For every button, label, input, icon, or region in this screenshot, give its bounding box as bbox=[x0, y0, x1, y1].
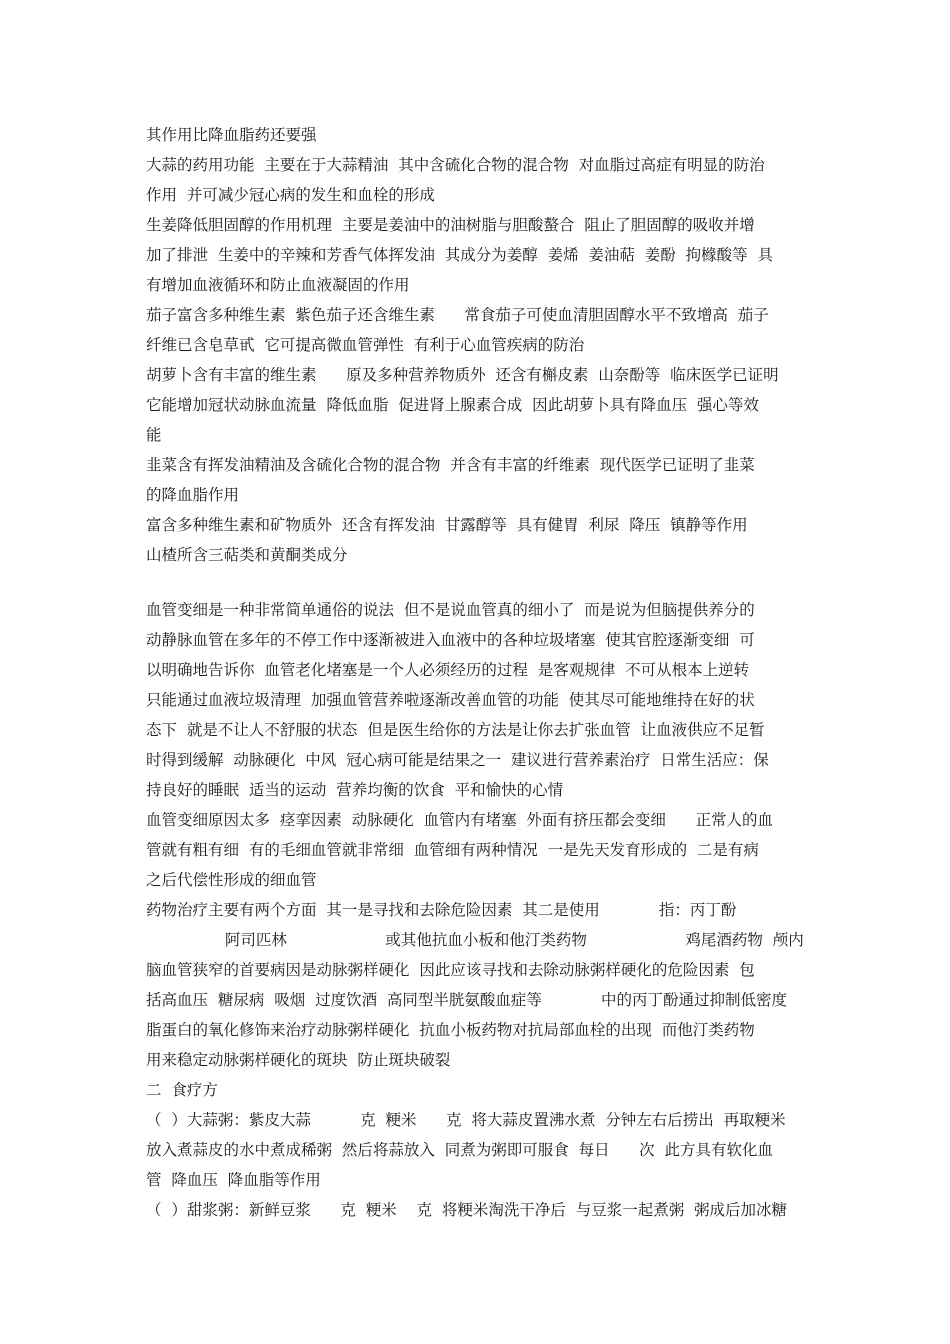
text-line: 胡萝卜含有丰富的维生素 原及多种营养物质外 还含有槲皮素 山奈酚等 临床医学已证明 bbox=[146, 366, 779, 384]
text-line: 富含多种维生素和矿物质外 还含有挥发油 甘露醇等 具有健胃 利尿 降压 镇静等作用 bbox=[146, 516, 748, 534]
text-line: 脂蛋白的氧化修饰来治疗动脉粥样硬化 抗血小板药物对抗局部血栓的出现 而他汀类药物 bbox=[146, 1021, 755, 1039]
text-line: 它能增加冠状动脉血流量 降低血脂 促进肾上腺素合成 因此胡萝卜具有降血压 强心等效 bbox=[146, 396, 759, 414]
text-line: 持良好的睡眠 适当的运动 营养均衡的饮食 平和愉快的心情 bbox=[146, 781, 564, 799]
text-line: （ ）大蒜粥：紫皮大蒜 克 粳米 克 将大蒜皮置沸水煮 分钟左右后捞出 再取粳米 bbox=[146, 1111, 786, 1129]
text-line: 之后代偿性形成的细血管 bbox=[146, 871, 317, 889]
text-line: 态下 就是不让人不舒服的状态 但是医生给你的方法是让你去扩张血管 让血液供应不足暂 bbox=[146, 721, 765, 739]
text-line: 以明确地告诉你 血管老化堵塞是一个人必须经历的过程 是客观规律 不可从根本上逆转 bbox=[146, 661, 750, 679]
text-line: 山楂所含三萜类和黄酮类成分 bbox=[146, 546, 348, 564]
text-line: 加了排泄 生姜中的辛辣和芳香气体挥发油 其成分为姜醇 姜烯 姜油萜 姜酚 拘橼酸等 具 bbox=[146, 246, 773, 264]
text-line: 有增加血液循环和防止血液凝固的作用 bbox=[146, 276, 410, 294]
text-line: 阿司匹林 或其他抗血小板和他汀类药物 鸡尾酒药物 颅内 bbox=[146, 931, 804, 949]
text-line: 二 食疗方 bbox=[146, 1081, 218, 1099]
text-line: 茄子富含多种维生素 紫色茄子还含维生素 常食茄子可使血清胆固醇水平不致增高 茄子 bbox=[146, 306, 769, 324]
text-line: 药物治疗主要有两个方面 其一是寻找和去除危险因素 其二是使用 指：丙丁酚 bbox=[146, 901, 737, 919]
text-line: 脑血管狭窄的首要病因是动脉粥样硬化 因此应该寻找和去除动脉粥样硬化的危险因素 包 bbox=[146, 961, 755, 979]
text-line: 生姜降低胆固醇的作用机理 主要是姜油中的油树脂与胆酸螯合 阻止了胆固醇的吸收并增 bbox=[146, 216, 755, 234]
text-line: 的降血脂作用 bbox=[146, 486, 240, 504]
text-line: 其作用比降血脂药还要强 bbox=[146, 126, 317, 144]
text-line: 管 降血压 降血脂等作用 bbox=[146, 1171, 321, 1189]
text-line: 只能通过血液垃圾清理 加强血管营养啦逐渐改善血管的功能 使其尽可能地维持在好的状 bbox=[146, 691, 755, 709]
text-line: （ ）甜浆粥：新鲜豆浆 克 粳米 克 将粳米淘洗干净后 与豆浆一起煮粥 粥成后加冰糖 bbox=[146, 1201, 788, 1219]
text-line: 血管变细原因太多 痉挛因素 动脉硬化 血管内有堵塞 外面有挤压都会变细 正常人的血 bbox=[146, 811, 773, 829]
text-line: 用来稳定动脉粥样硬化的斑块 防止斑块破裂 bbox=[146, 1051, 451, 1069]
text-line: 韭菜含有挥发油精油及含硫化合物的混合物 并含有丰富的纤维素 现代医学已证明了韭菜 bbox=[146, 456, 755, 474]
text-line: 动静脉血管在多年的不停工作中逐渐被进入血液中的各种垃圾堵塞 使其官腔逐渐变细 可 bbox=[146, 631, 755, 649]
text-line: 时得到缓解 动脉硬化 中风 冠心病可能是结果之一 建议进行营养素治疗 日常生活应：保 bbox=[146, 751, 769, 769]
text-line: 能 bbox=[146, 426, 162, 444]
text-line: 括高血压 糖尿病 吸烟 过度饮酒 高同型半胱氨酸血症等 中的丙丁酚通过抑制低密度 bbox=[146, 991, 788, 1009]
text-line: 作用 并可减少冠心病的发生和血栓的形成 bbox=[146, 186, 435, 204]
text-line: 纤维已含皂草甙 它可提高微血管弹性 有利于心血管疾病的防治 bbox=[146, 336, 585, 354]
text-line: 大蒜的药用功能 主要在于大蒜精油 其中含硫化合物的混合物 对血脂过高症有明显的防治 bbox=[146, 156, 765, 174]
text-line: 管就有粗有细 有的毛细血管就非常细 血管细有两种情况 一是先天发育形成的 二是有病 bbox=[146, 841, 759, 859]
text-line: 放入煮蒜皮的水中煮成稀粥 然后将蒜放入 同煮为粥即可服食 每日 次 此方具有软化血 bbox=[146, 1141, 773, 1159]
text-line: 血管变细是一种非常简单通俗的说法 但不是说血管真的细小了 而是说为但脑提供养分的 bbox=[146, 601, 755, 619]
